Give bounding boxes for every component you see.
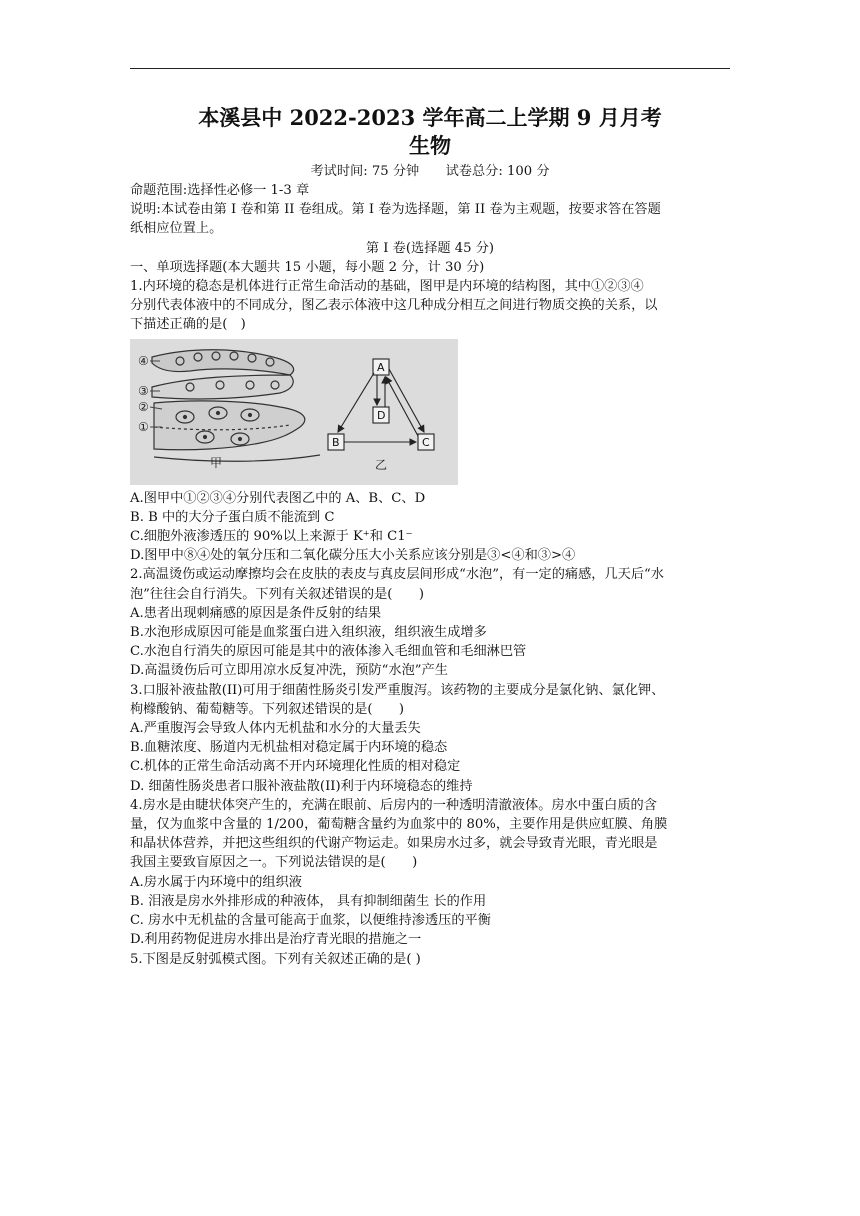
marker-3: ③: [138, 383, 149, 398]
exam-page: [130, 104, 730, 969]
question-stem-line: 和晶状体营养，并把这些组织的代谢产物运走。如果房水过多，就会导致青光眼，青光眼是: [130, 836, 658, 852]
figure-1-drawing: [130, 339, 458, 485]
option-a: A.患者出现刺痛感的原因是条件反射的结果: [130, 605, 382, 621]
option-c: C.机体的正常生命活动离不开内环境理化性质的相对稳定: [130, 759, 461, 775]
option-d: D. 细菌性肠炎患者口服补液盐散(II)利于内环境稳态的维持: [130, 778, 473, 794]
option-b: B.水泡形成原因可能是血浆蛋白进入组织液，组织液生成增多: [130, 625, 487, 641]
node-D: D: [377, 408, 386, 422]
node-C: C: [422, 435, 430, 449]
question-stem-line: 泡”往往会自行消失。下列有关叙述错误的是( ): [130, 586, 424, 602]
option-b: B. 泪液是房水外排形成的种液体， 具有抑制细菌生 长的作用: [130, 893, 487, 909]
marker-2: ②: [138, 399, 149, 414]
option-b: B. B 中的大分子蛋白质不能流到 C: [130, 509, 335, 525]
question-2: [130, 565, 730, 680]
part-title: 一、单项选择题(本大题共 15 小题，每小题 2 分，计 30 分): [130, 259, 485, 275]
question-stem-line: 下描述正确的是( ): [130, 317, 246, 333]
node-A: A: [377, 360, 385, 374]
question-1: [130, 277, 730, 565]
question-3: [130, 681, 730, 796]
option-a: A.严重腹泻会导致人体内无机盐和水分的大量丢失: [130, 721, 421, 737]
exam-scope: 命题范围:选择性必修一 1-3 章: [130, 183, 310, 198]
exam-instructions-1: 说明:本试卷由第 I 卷和第 II 卷组成。第 I 卷为选择题，第 II 卷为主观题，按要求答在答题: [130, 202, 661, 218]
option-d: D.高温烫伤后可立即用凉水反复冲洗，预防“水泡”产生: [130, 663, 448, 679]
exam-info: 考试时间: 75 分钟 试卷总分: 100 分: [310, 164, 550, 179]
option-c: C.水泡自行消失的原因可能是其中的液体渗入毛细血管和毛细淋巴管: [130, 644, 527, 660]
question-stem-line: 分别代表体液中的不同成分，图乙表示体液中这几种成分相互之间进行物质交换的关系，以: [130, 298, 658, 314]
node-B: B: [332, 435, 340, 449]
question-stem-line: 5.下图是反射弧模式图。下列有关叙述正确的是( ): [130, 951, 421, 967]
question-stem-line: 量，仅为血浆中含量的 1/200，葡萄糖含量约为血浆中的 80%，主要作用是供应虹膜、角膜: [130, 817, 668, 833]
option-d: D.利用药物促进房水排出是治疗青光眼的措施之一: [130, 932, 422, 948]
header-rule: [130, 68, 730, 69]
marker-1: ①: [138, 419, 149, 434]
option-d: D.图甲中⑧④处的氧分压和二氧化碳分压大小关系应该分别是③<④和③>④: [130, 548, 576, 564]
question-stem-line: 我国主要致盲原因之一。下列说法错误的是( ): [130, 855, 418, 871]
question-5: [130, 950, 730, 969]
marker-4: ④: [138, 353, 149, 368]
question-stem-line: 1.内环境的稳态是机体进行正常生命活动的基础，图甲是内环境的结构图，其中①②③④: [130, 279, 644, 295]
option-c: C.细胞外液渗透压的 90%以上来源于 K⁺和 C1⁻: [130, 529, 413, 545]
figure-1: [130, 339, 458, 485]
question-stem-line: 枸橼酸钠、葡萄糖等。下列叙述错误的是( ): [130, 701, 405, 717]
exam-instructions-2: 纸相应位置上。: [130, 221, 223, 237]
figure-yi-label: 乙: [375, 457, 388, 472]
option-a: A.图甲中①②③④分别代表图乙中的 A、B、C、D: [130, 490, 426, 506]
question-4: [130, 796, 730, 950]
figure-jia-label: 甲: [210, 455, 223, 470]
option-c: C. 房水中无机盐的含量可能高于血浆，以便维持渗透压的平衡: [130, 913, 491, 929]
question-stem-line: 2.高温烫伤或运动摩擦均会在皮肤的表皮与真皮层间形成“水泡”，有一定的痛感，几天后“水: [130, 567, 664, 583]
figure-jia: [152, 349, 320, 461]
exam-title: 本溪县中 2022-2023 学年高二上学期 9 月月考: [198, 105, 662, 130]
question-stem-line: 4.房水是由睫状体突产生的，充满在眼前、后房内的一种透明清澈液体。房水中蛋白质的含: [130, 797, 657, 813]
question-stem-line: 3.口服补液盐散(II)可用于细菌性肠炎引发严重腹泻。该药物的主要成分是氯化钠、氯化钾、: [130, 682, 665, 698]
option-a: A.房水属于内环境中的组织液: [130, 874, 302, 890]
section-title: 第 I 卷(选择题 45 分): [365, 240, 495, 256]
exam-subject: 生物: [409, 133, 451, 158]
option-b: B.血糖浓度、肠道内无机盐相对稳定属于内环境的稳态: [130, 740, 448, 756]
